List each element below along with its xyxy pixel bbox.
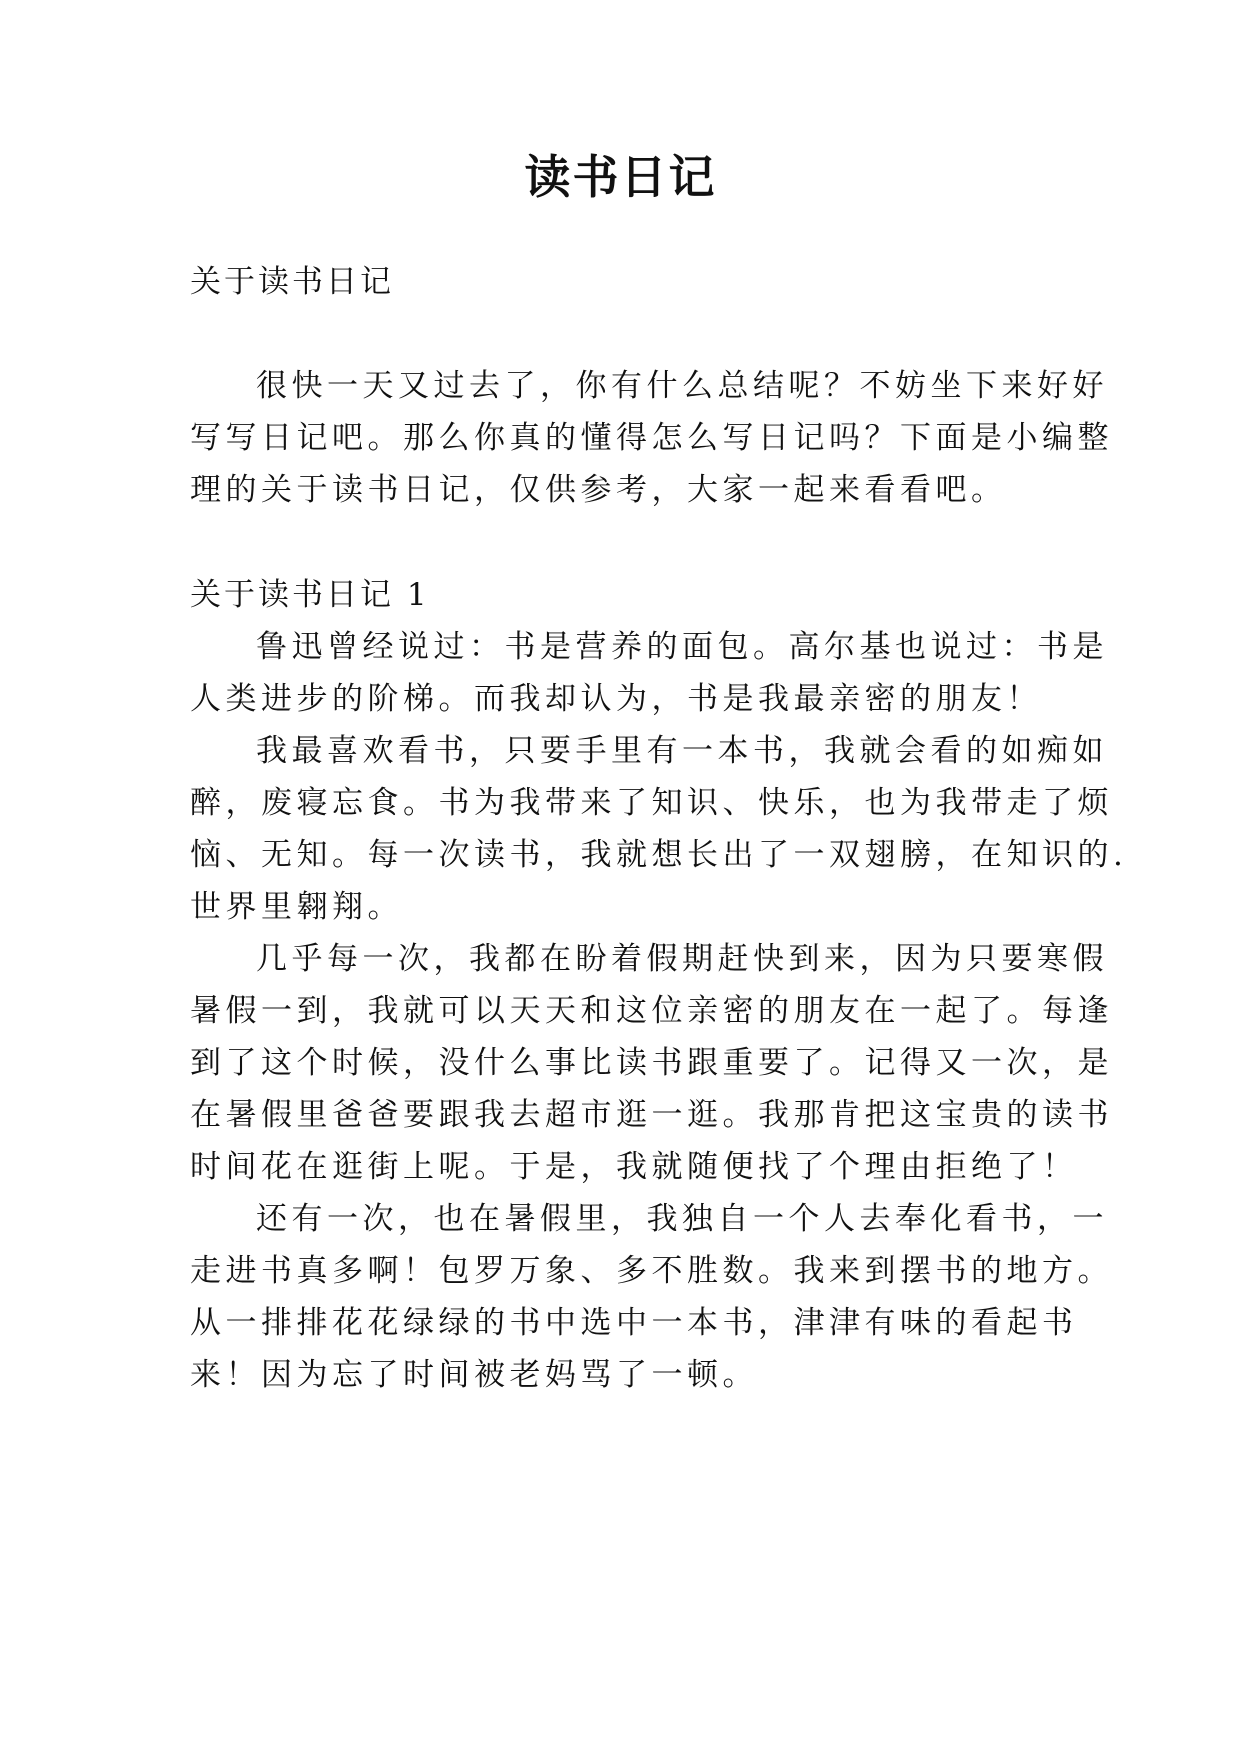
paragraph-4-line-4: 来！因为忘了时间被老妈骂了一顿。 xyxy=(190,1357,758,1393)
paragraph-3-line-3: 到了这个时候，没什么事比读书跟重要了。记得又一次，是 xyxy=(190,1045,1113,1081)
paragraph-2-line-4: 世界里翱翔。 xyxy=(190,889,403,925)
paragraph-3-line-1: 几乎每一次，我都在盼着假期赶快到来，因为只要寒假 xyxy=(256,941,1108,977)
paragraph-3-line-4: 在暑假里爸爸要跟我去超市逛一逛。我那肯把这宝贵的读书 xyxy=(190,1097,1113,1133)
paragraph-1-line-1: 鲁迅曾经说过：书是营养的面包。高尔基也说过：书是 xyxy=(256,629,1108,665)
paragraph-3-line-2: 暑假一到，我就可以天天和这位亲密的朋友在一起了。每逢 xyxy=(190,993,1113,1029)
paragraph-1-line-2: 人类进步的阶梯。而我却认为，书是我最亲密的朋友！ xyxy=(190,681,1042,717)
intro-line-2: 写写日记吧。那么你真的懂得怎么写日记吗？下面是小编整 xyxy=(190,420,1113,456)
document-title: 读书日记 xyxy=(524,150,717,204)
intro-line-1: 很快一天又过去了，你有什么总结呢？不妨坐下来好好 xyxy=(256,368,1108,404)
paragraph-2-line-2: 醉，废寝忘食。书为我带来了知识、快乐，也为我带走了烦 xyxy=(190,785,1113,821)
paragraph-3-line-5: 时间花在逛街上呢。于是，我就随便找了个理由拒绝了！ xyxy=(190,1149,1078,1185)
paragraph-4-line-1: 还有一次，也在暑假里，我独自一个人去奉化看书，一 xyxy=(256,1201,1108,1237)
document-subtitle: 关于读书日记 xyxy=(190,264,394,300)
paragraph-2-line-3: 恼、无知。每一次读书，我就想长出了一双翅膀，在知识的. xyxy=(190,837,1128,873)
intro-line-3: 理的关于读书日记，仅供参考，大家一起来看看吧。 xyxy=(190,472,1007,508)
section-heading: 关于读书日记 1 xyxy=(190,577,430,613)
paragraph-4-line-3: 从一排排花花绿绿的书中选中一本书，津津有味的看起书 xyxy=(190,1305,1078,1341)
paragraph-4-line-2: 走进书真多啊！包罗万象、多不胜数。我来到摆书的地方。 xyxy=(190,1253,1113,1289)
paragraph-2-line-1: 我最喜欢看书，只要手里有一本书，我就会看的如痴如 xyxy=(256,733,1108,769)
